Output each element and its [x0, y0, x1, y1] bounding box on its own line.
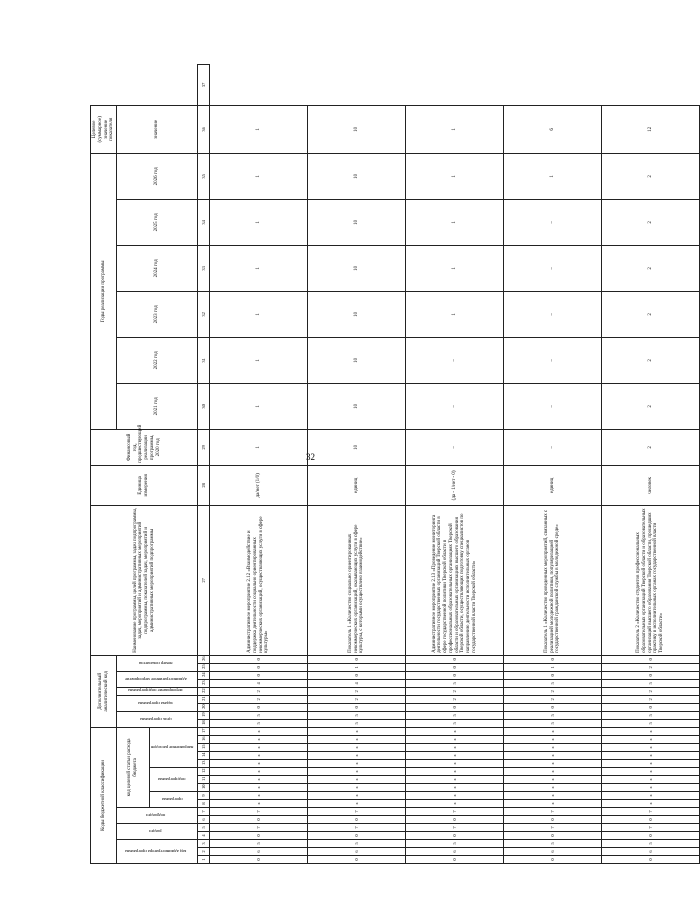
column-number: 30	[198, 383, 210, 429]
target-group-header: Целевое (суммарное) значение показателя	[91, 105, 117, 153]
row-year-value-cell: 1	[406, 245, 504, 291]
row-year-value-cell: –	[406, 337, 504, 383]
row-year-value-cell: 1	[406, 291, 504, 337]
row-year-value-cell: 10	[308, 153, 406, 199]
nomer-pokazatelya-header: номер показателя	[117, 655, 198, 671]
column-number: 14	[198, 752, 210, 760]
code-digit-cell: х	[504, 760, 602, 768]
code-digit-cell: 5	[308, 719, 406, 727]
row-name-cell: Показатель 1 «Количество проведенных мероприятий, связанных с реализацией молодежной политики, популяризацией государственной гражданской службы в молодежной среде»	[504, 505, 602, 655]
code-digit-cell: х	[504, 776, 602, 784]
code-digit-cell: х	[406, 760, 504, 768]
column-number: 6	[198, 816, 210, 824]
code-digit-cell: х	[406, 744, 504, 752]
row-year-value-cell: 1	[504, 153, 602, 199]
code-digit-cell: 0	[504, 655, 602, 663]
code-digit-cell: 7	[210, 808, 308, 816]
code-digit-cell: х	[308, 744, 406, 752]
code-digit-cell: 7	[406, 808, 504, 816]
code-digit-cell: 0	[602, 655, 700, 663]
code-digit-cell: х	[210, 752, 308, 760]
row-year-value-cell: 2	[602, 337, 700, 383]
code-digit-cell: 6	[406, 848, 504, 856]
code-digit-cell: 7	[210, 824, 308, 832]
code-digit-cell: х	[602, 784, 700, 792]
code-digit-cell: х	[308, 736, 406, 744]
code-digit-cell: 0	[308, 655, 406, 663]
unit-column-header: Единица измерения	[91, 465, 198, 505]
code-digit-cell: 5	[602, 840, 700, 848]
program-table	[90, 64, 700, 864]
code-digit-cell: 2	[504, 687, 602, 695]
column-number: 22	[198, 687, 210, 695]
code-digit-cell: 5	[406, 679, 504, 687]
row-year-value-cell: 2	[602, 291, 700, 337]
code-digit-cell: х	[602, 760, 700, 768]
page-number: 32	[306, 452, 315, 462]
year-2026-header: 2026 год	[117, 153, 198, 199]
row-target-cell: 12	[602, 105, 700, 153]
code-digit-cell: х	[210, 792, 308, 800]
column-number: 26	[198, 655, 210, 663]
column-number: 21	[198, 695, 210, 703]
admin-code-header: код администратора программы	[117, 840, 198, 864]
admin-meropriyatie-header: административное мероприятие	[117, 671, 198, 687]
code-digit-cell: х	[406, 800, 504, 808]
column-number: 16	[198, 736, 210, 744]
code-digit-cell: 0	[406, 655, 504, 663]
meropriyatie-header: мероприятие подпрограммы	[117, 687, 198, 695]
table-row	[406, 65, 504, 864]
row-year-value-cell: 10	[308, 337, 406, 383]
table-row	[504, 65, 602, 864]
row-year-value-cell: 10	[308, 199, 406, 245]
code-digit-cell: 5	[406, 840, 504, 848]
column-number: 28	[198, 465, 210, 505]
code-digit-cell: 5	[406, 711, 504, 719]
code-digit-cell: 5	[504, 719, 602, 727]
row-year-value-cell: 1	[210, 199, 308, 245]
code-digit-cell: х	[210, 727, 308, 735]
column-number: 32	[198, 291, 210, 337]
code-digit-cell: х	[602, 752, 700, 760]
code-digit-cell: 0	[406, 703, 504, 711]
code-digit-cell: 0	[210, 655, 308, 663]
year-2023-header: 2023 год	[117, 291, 198, 337]
code-digit-cell: 0	[406, 832, 504, 840]
name-column-header: Наименование программы, целей программы, задач подпрограммы, задач, мероприятий и административных мероприятий подпрограммы, показателей задач, мероприятий и административных мероприятий подпрограммы	[91, 505, 198, 655]
column-number: 7	[198, 808, 210, 816]
year-2025-header: 2025 год	[117, 199, 198, 245]
code-digit-cell: 0	[308, 671, 406, 679]
row-year-value-cell: 1	[210, 245, 308, 291]
code-digit-cell: х	[504, 768, 602, 776]
code-digit-cell: 0	[504, 856, 602, 864]
code-digit-cell: 0	[210, 703, 308, 711]
column-number: 19	[198, 711, 210, 719]
column-number: 1	[198, 856, 210, 864]
code-digit-cell: 6	[210, 848, 308, 856]
code-digit-cell: 0	[210, 671, 308, 679]
code-digit-cell: х	[308, 800, 406, 808]
code-digit-cell: 2	[406, 687, 504, 695]
column-number: 37	[198, 65, 210, 106]
code-digit-cell: х	[504, 752, 602, 760]
code-digit-cell: 5	[504, 711, 602, 719]
row-year-value-cell: 2	[602, 245, 700, 291]
column-number: 10	[198, 784, 210, 792]
code-digit-cell: 6	[602, 848, 700, 856]
row-fin-year-cell: 2	[602, 429, 700, 465]
table-row	[602, 65, 700, 864]
row-year-value-cell: 10	[308, 245, 406, 291]
code-digit-cell: 0	[406, 816, 504, 824]
row-fin-year-cell: –	[504, 429, 602, 465]
row-target-cell: 1	[210, 105, 308, 153]
row-year-value-cell: 1	[406, 153, 504, 199]
code-digit-cell: 4	[308, 679, 406, 687]
year-2024-header: 2024 год	[117, 245, 198, 291]
razdel-header: раздел	[117, 824, 198, 840]
code-digit-cell: 1	[504, 663, 602, 671]
row-year-value-cell: 1	[210, 153, 308, 199]
code-digit-cell: 0	[406, 671, 504, 679]
code-digit-cell: х	[210, 784, 308, 792]
code-digit-cell: 2	[504, 695, 602, 703]
column-number: 29	[198, 429, 210, 465]
row-target-cell: 1	[406, 105, 504, 153]
year-2021-header: 2021 год	[117, 383, 198, 429]
kbk-group-header: Коды бюджетной классификации	[91, 727, 117, 863]
column-number: 4	[198, 832, 210, 840]
code-digit-cell: 0	[406, 663, 504, 671]
code-digit-cell: 5	[210, 719, 308, 727]
code-digit-cell: 0	[210, 663, 308, 671]
row-fin-year-cell: –	[406, 429, 504, 465]
code-digit-cell: 6	[308, 848, 406, 856]
row-year-value-cell: 2	[602, 153, 700, 199]
code-digit-cell: 7	[602, 808, 700, 816]
column-number: 33	[198, 245, 210, 291]
code-digit-cell: 4	[210, 679, 308, 687]
column-number: 35	[198, 153, 210, 199]
napravlenie-header: направление расходов	[150, 727, 198, 767]
row-year-value-cell: –	[504, 383, 602, 429]
code-digit-cell: 0	[504, 832, 602, 840]
column-number: 3	[198, 840, 210, 848]
column-number: 27	[198, 505, 210, 655]
code-digit-cell: х	[308, 727, 406, 735]
column-number: 31	[198, 337, 210, 383]
column-number: 12	[198, 768, 210, 776]
code-digit-cell: 7	[308, 808, 406, 816]
code-digit-cell: 5	[210, 711, 308, 719]
code-digit-cell: 0	[308, 816, 406, 824]
dop-group-header: Дополнительный аналитический код	[91, 655, 117, 727]
column-numbers-row	[198, 65, 210, 864]
column-number: 34	[198, 199, 210, 245]
code-digit-cell: х	[210, 768, 308, 776]
code-digit-cell: 0	[308, 832, 406, 840]
code-digit-cell: 0	[504, 703, 602, 711]
column-number: 11	[198, 776, 210, 784]
column-number: 36	[198, 105, 210, 153]
row-year-value-cell: 10	[308, 291, 406, 337]
podrazdel-header: подраздел	[117, 808, 198, 824]
code-digit-cell: х	[602, 768, 700, 776]
code-digit-cell: х	[308, 768, 406, 776]
column-number: 5	[198, 824, 210, 832]
row-target-cell: 10	[308, 105, 406, 153]
row-unit-cell: единиц	[308, 465, 406, 505]
code-digit-cell: х	[308, 776, 406, 784]
row-unit-cell: (да - 1/нет - 0)	[406, 465, 504, 505]
code-digit-cell: х	[210, 800, 308, 808]
year-2022-header: 2022 год	[117, 337, 198, 383]
row-year-value-cell: –	[504, 337, 602, 383]
code-digit-cell: 7	[308, 824, 406, 832]
code-digit-cell: х	[602, 800, 700, 808]
code-digit-cell: х	[504, 792, 602, 800]
cel-programmy-header: цель программы	[117, 711, 198, 727]
code-digit-cell: х	[210, 776, 308, 784]
row-year-value-cell: –	[504, 245, 602, 291]
row-year-value-cell: 10	[308, 383, 406, 429]
code-digit-cell: х	[602, 727, 700, 735]
code-digit-cell: 0	[210, 832, 308, 840]
code-digit-cell: 0	[602, 671, 700, 679]
code-digit-cell: х	[602, 776, 700, 784]
row-name-cell: Показатель 1 «Количество социально ориентированных некоммерческих организаций, оказывающих услуги в сфере культуры, с которыми осуществлено взаимодействие»	[308, 505, 406, 655]
code-digit-cell: 5	[602, 679, 700, 687]
code-digit-cell: х	[504, 744, 602, 752]
row-name-cell: Административное мероприятие 2.12 «Взаимодействие и поддержка деятельности социально ориентированных некоммерческих организаций, осуществляющих услуги в сфере культуры»	[210, 505, 308, 655]
code-digit-cell: х	[406, 792, 504, 800]
column-number: 15	[198, 744, 210, 752]
column-number: 9	[198, 792, 210, 800]
code-digit-cell: х	[210, 760, 308, 768]
code-digit-cell: х	[308, 752, 406, 760]
code-digit-cell: 6	[504, 848, 602, 856]
code-digit-cell: 2	[406, 695, 504, 703]
row-fin-year-cell: 1	[210, 429, 308, 465]
row-year-value-cell: 1	[210, 383, 308, 429]
code-digit-cell: 0	[504, 816, 602, 824]
code-digit-cell: 0	[602, 703, 700, 711]
programma-header: программа	[150, 792, 198, 808]
row-year-value-cell: 2	[602, 383, 700, 429]
code-digit-cell: х	[602, 792, 700, 800]
row-year-value-cell: 1	[210, 337, 308, 383]
table-row	[210, 65, 308, 864]
zadacha-programmy-header: задача программы	[117, 695, 198, 711]
rotated-table-wrapper	[90, 64, 665, 864]
code-digit-cell: 5	[602, 719, 700, 727]
code-digit-cell: 5	[308, 711, 406, 719]
row-fin-year-cell: 10	[308, 429, 406, 465]
row-year-value-cell: –	[504, 291, 602, 337]
podprogramma-header: подпрограмма	[150, 768, 198, 792]
code-digit-cell: 0	[504, 671, 602, 679]
code-digit-cell: 7	[602, 824, 700, 832]
row-name-cell: Административное мероприятие 2.13 «Проведение мониторинга деятельности государственных организаций Тверской области в сфере государственной политики Тверской области в профессиональных образовательных организациях Тверской области и образовательных организациях высшего образования Тверской области, осуществляющих подготовку специалистов по направлению деятельности исполнительных органов государственной власти Тверской области»	[406, 505, 504, 655]
code-digit-cell: 7	[406, 824, 504, 832]
code-digit-cell: х	[308, 784, 406, 792]
code-digit-cell: х	[406, 736, 504, 744]
years-group-header: Годы реализации программы	[91, 153, 117, 429]
row-year-value-cell: 1	[406, 199, 504, 245]
code-digit-cell: 5	[602, 711, 700, 719]
column-number: 13	[198, 760, 210, 768]
row-name-cell: Показатель 2 «Количество студентов профессиональных образовательных организаций Тверской области и образовательных организаций высшего образования Тверской области, прошедших практику в исполнительных органах государственной власти Тверской области»	[602, 505, 700, 655]
code-digit-cell: х	[504, 800, 602, 808]
column-number: 8	[198, 800, 210, 808]
code-digit-cell: 5	[504, 840, 602, 848]
code-digit-cell: х	[406, 776, 504, 784]
code-digit-cell: х	[210, 736, 308, 744]
table-row	[308, 65, 406, 864]
row-year-value-cell: –	[406, 383, 504, 429]
code-digit-cell: 0	[602, 832, 700, 840]
column-number: 17	[198, 727, 210, 735]
code-digit-cell: х	[406, 784, 504, 792]
kcsr-group-header: код целевой статьи расхода бюджета	[117, 727, 150, 807]
column-number: 2	[198, 848, 210, 856]
code-digit-cell: х	[504, 736, 602, 744]
code-digit-cell: х	[602, 744, 700, 752]
row-unit-cell: единиц	[504, 465, 602, 505]
code-digit-cell: 0	[602, 856, 700, 864]
code-digit-cell: 2	[308, 687, 406, 695]
code-digit-cell: 2	[210, 695, 308, 703]
code-digit-cell: 1	[308, 663, 406, 671]
code-digit-cell: х	[308, 760, 406, 768]
code-digit-cell: 5	[406, 719, 504, 727]
code-digit-cell: х	[406, 727, 504, 735]
code-digit-cell: х	[406, 752, 504, 760]
fin-year-column-header: Финансовый год, предшествующий реализации программы, 2020 год	[91, 429, 198, 465]
column-number: 24	[198, 671, 210, 679]
code-digit-cell: 2	[602, 663, 700, 671]
code-digit-cell: 2	[602, 687, 700, 695]
code-digit-cell: 5	[504, 679, 602, 687]
code-digit-cell: 2	[602, 695, 700, 703]
code-digit-cell: х	[504, 727, 602, 735]
code-digit-cell: 2	[210, 687, 308, 695]
code-digit-cell: 5	[210, 840, 308, 848]
code-digit-cell: 0	[308, 703, 406, 711]
column-number: 18	[198, 719, 210, 727]
code-digit-cell: х	[504, 784, 602, 792]
row-target-cell: 6	[504, 105, 602, 153]
code-digit-cell: 0	[210, 856, 308, 864]
code-digit-cell: х	[308, 792, 406, 800]
code-digit-cell: 2	[308, 695, 406, 703]
code-digit-cell: 5	[308, 840, 406, 848]
code-digit-cell: 0	[406, 856, 504, 864]
row-unit-cell: человек	[602, 465, 700, 505]
code-digit-cell: 7	[504, 808, 602, 816]
code-digit-cell: х	[406, 768, 504, 776]
column-number: 23	[198, 679, 210, 687]
code-digit-cell: 7	[504, 824, 602, 832]
column-number: 25	[198, 663, 210, 671]
code-digit-cell: х	[602, 736, 700, 744]
row-year-value-cell: –	[504, 199, 602, 245]
code-digit-cell: х	[210, 744, 308, 752]
row-year-value-cell: 1	[210, 291, 308, 337]
code-digit-cell: 0	[602, 816, 700, 824]
code-digit-cell: 0	[308, 856, 406, 864]
column-number: 20	[198, 703, 210, 711]
row-year-value-cell: 2	[602, 199, 700, 245]
code-digit-cell: 0	[210, 816, 308, 824]
znachenie-header: значение	[117, 105, 198, 153]
row-unit-cell: да/нет (1/0)	[210, 465, 308, 505]
